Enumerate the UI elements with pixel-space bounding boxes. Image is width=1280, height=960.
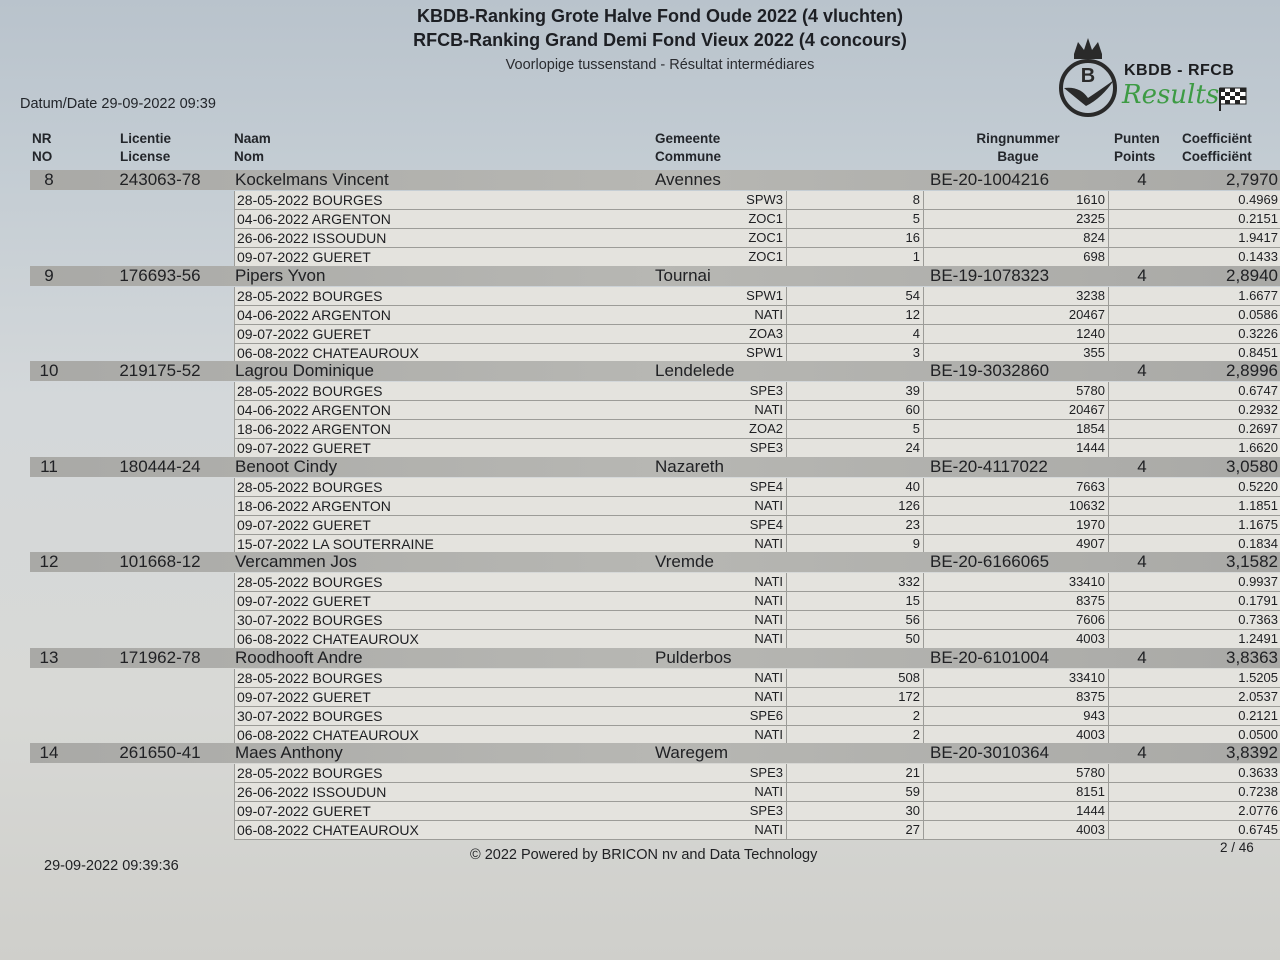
flight-category: SPE4 xyxy=(705,478,787,496)
points-value: 4 xyxy=(1137,456,1147,476)
rank-number: 12 xyxy=(39,552,59,571)
total-coefficient: 3,8392 xyxy=(1226,743,1278,762)
flight-place: 21 xyxy=(785,764,924,782)
flight-row xyxy=(234,688,1280,707)
fancier-name: Vercammen Jos xyxy=(235,552,357,571)
page-number: 2 / 46 xyxy=(1220,840,1254,855)
flight-row xyxy=(234,344,1280,363)
fancier-name: Benoot Cindy xyxy=(235,456,338,476)
fancier-row xyxy=(30,743,1280,763)
points-value: 4 xyxy=(1137,647,1147,667)
ring-number: BE-20-6101004 xyxy=(930,647,1050,667)
ranking-entry xyxy=(0,170,1280,266)
crown-emblem-icon xyxy=(1056,36,1120,120)
flight-row xyxy=(234,497,1280,516)
flight-row xyxy=(234,287,1280,306)
ring-number: BE-19-3032860 xyxy=(930,361,1050,380)
flight-entries: 7606 xyxy=(923,611,1109,629)
col-header-town-fr: Commune xyxy=(655,149,722,164)
flight-date-place: 09-07-2022 GUERET xyxy=(237,440,371,456)
flight-coefficient: 1.1675 xyxy=(1238,516,1278,532)
flight-category: NATI xyxy=(705,573,787,591)
flight-row xyxy=(234,535,1280,554)
col-header-name-fr: Nom xyxy=(234,149,264,164)
ranking-entry xyxy=(0,266,1280,362)
flight-row xyxy=(234,764,1280,783)
flight-category: SPE3 xyxy=(705,439,787,457)
flight-row xyxy=(234,592,1280,611)
flight-entries: 4003 xyxy=(923,630,1109,648)
flight-coefficient: 0.7238 xyxy=(1238,784,1278,799)
flight-entries: 1444 xyxy=(923,439,1109,457)
rank-number: 11 xyxy=(40,456,58,476)
emblem-letter: B xyxy=(1080,65,1096,87)
flight-place: 126 xyxy=(785,497,924,515)
col-header-coef xyxy=(1182,130,1252,166)
flight-coefficient: 2.0776 xyxy=(1238,803,1278,818)
flight-place: 24 xyxy=(785,439,924,457)
ring-number: BE-20-6166065 xyxy=(930,552,1050,571)
flight-coefficient: 0.1791 xyxy=(1238,593,1278,608)
flight-place: 1 xyxy=(785,248,924,266)
flight-entries: 3238 xyxy=(923,287,1109,305)
flight-entries: 20467 xyxy=(923,306,1109,324)
flight-coefficient: 0.4969 xyxy=(1238,192,1278,207)
flight-row xyxy=(234,669,1280,688)
total-coefficient: 3,8363 xyxy=(1226,647,1278,667)
flight-row xyxy=(234,229,1280,248)
flight-entries: 824 xyxy=(923,229,1109,247)
flight-entries: 5780 xyxy=(923,764,1109,782)
flight-coefficient: 1.2491 xyxy=(1238,631,1278,646)
flight-date-place: 18-06-2022 ARGENTON xyxy=(237,497,391,514)
flight-date-place: 09-07-2022 GUERET xyxy=(237,249,371,265)
flight-date-place: 28-05-2022 BOURGES xyxy=(237,765,383,781)
flight-place: 56 xyxy=(785,611,924,629)
flight-category: NATI xyxy=(705,497,787,515)
col-header-ring xyxy=(966,130,1070,166)
flight-entries: 33410 xyxy=(923,573,1109,591)
town-name: Avennes xyxy=(655,170,721,189)
total-coefficient: 3,0580 xyxy=(1226,456,1278,476)
total-coefficient: 2,8940 xyxy=(1226,265,1278,285)
col-header-coef-nl: Coefficiënt xyxy=(1182,131,1252,146)
flight-row xyxy=(234,802,1280,821)
license-number: 171962-78 xyxy=(119,647,201,667)
flight-date-place: 04-06-2022 ARGENTON xyxy=(237,211,391,227)
flight-date-place: 06-08-2022 CHATEAUROUX xyxy=(237,344,419,361)
flight-date-place: 28-05-2022 BOURGES xyxy=(237,574,383,590)
ring-number: BE-20-1004216 xyxy=(930,170,1050,189)
flight-place: 15 xyxy=(785,592,924,610)
town-name: Waregem xyxy=(655,743,729,762)
points-value: 4 xyxy=(1137,743,1147,762)
flight-date-place: 28-05-2022 BOURGES xyxy=(237,383,383,399)
flight-date-place: 28-05-2022 BOURGES xyxy=(237,478,383,495)
license-number: 180444-24 xyxy=(119,456,201,476)
flight-category: NATI xyxy=(705,726,787,744)
flight-place: 40 xyxy=(785,478,924,496)
flight-coefficient: 0.2697 xyxy=(1238,421,1278,436)
fancier-name: Roodhooft Andre xyxy=(235,647,363,667)
flight-coefficient: 0.6745 xyxy=(1238,822,1278,837)
fancier-name: Pipers Yvon xyxy=(235,265,326,285)
flight-row xyxy=(234,707,1280,726)
license-number: 243063-78 xyxy=(119,170,201,189)
report-subtitle: Voorlopige tussenstand - Résultat intermédiares xyxy=(505,57,815,73)
flight-coefficient: 0.3226 xyxy=(1238,325,1278,341)
flight-entries: 8375 xyxy=(923,688,1109,706)
flight-coefficient: 0.0586 xyxy=(1238,306,1278,322)
flight-place: 16 xyxy=(785,229,924,247)
col-header-license xyxy=(120,130,171,166)
copyright-notice: © 2022 Powered by BRICON nv and Data Technology xyxy=(470,847,818,863)
kbdb-results-logo xyxy=(1056,36,1276,120)
ranking-table xyxy=(0,170,1280,839)
flight-coefficient: 0.8451 xyxy=(1238,344,1278,360)
col-header-name xyxy=(234,130,271,166)
flight-date-place: 18-06-2022 ARGENTON xyxy=(237,421,391,437)
flight-date-place: 09-07-2022 GUERET xyxy=(237,516,371,533)
flight-category: SPE3 xyxy=(705,382,787,400)
flight-category: NATI xyxy=(705,535,787,553)
flight-row xyxy=(234,573,1280,592)
flight-place: 5 xyxy=(785,210,924,228)
town-name: Nazareth xyxy=(655,456,724,476)
report-title-fr: RFCB-Ranking Grand Demi Fond Vieux 2022 (4 concours) xyxy=(413,30,907,50)
flight-row xyxy=(234,630,1280,649)
flight-coefficient: 0.2151 xyxy=(1238,211,1278,226)
flight-coefficient: 1.1851 xyxy=(1238,497,1278,513)
flight-entries: 355 xyxy=(923,344,1109,362)
flight-results xyxy=(234,382,1280,458)
rank-number: 14 xyxy=(39,743,59,762)
ring-number: BE-20-3010364 xyxy=(930,743,1050,762)
flight-date-place: 06-08-2022 CHATEAUROUX xyxy=(237,631,419,647)
flight-entries: 1610 xyxy=(923,191,1109,209)
flight-row xyxy=(234,478,1280,497)
flight-entries: 1854 xyxy=(923,420,1109,438)
flight-date-place: 06-08-2022 CHATEAUROUX xyxy=(237,726,419,743)
total-coefficient: 2,8996 xyxy=(1226,361,1278,380)
fancier-row xyxy=(30,552,1280,572)
flight-place: 4 xyxy=(785,325,924,343)
flight-entries: 698 xyxy=(923,248,1109,266)
flight-place: 60 xyxy=(785,401,924,419)
flight-place: 3 xyxy=(785,344,924,362)
flight-date-place: 04-06-2022 ARGENTON xyxy=(237,306,391,323)
flight-entries: 2325 xyxy=(923,210,1109,228)
flight-coefficient: 0.2121 xyxy=(1238,707,1278,723)
flight-place: 5 xyxy=(785,420,924,438)
fancier-row xyxy=(30,266,1280,286)
flight-row xyxy=(234,325,1280,344)
flight-category: NATI xyxy=(705,611,787,629)
column-header-row xyxy=(0,130,1280,168)
flight-place: 508 xyxy=(785,669,924,687)
flight-row xyxy=(234,382,1280,401)
flight-coefficient: 1.6677 xyxy=(1238,287,1278,303)
license-number: 261650-41 xyxy=(119,743,201,762)
flight-row xyxy=(234,783,1280,802)
flight-place: 332 xyxy=(785,573,924,591)
fancier-row xyxy=(30,170,1280,190)
flight-row xyxy=(234,420,1280,439)
flight-category: SPE4 xyxy=(705,516,787,534)
flight-entries: 943 xyxy=(923,707,1109,725)
license-number: 101668-12 xyxy=(119,552,201,571)
flight-date-place: 09-07-2022 GUERET xyxy=(237,593,371,609)
flight-place: 54 xyxy=(785,287,924,305)
flight-date-place: 30-07-2022 BOURGES xyxy=(237,612,383,628)
col-header-ring-nl: Ringnummer xyxy=(976,131,1060,146)
flight-row xyxy=(234,248,1280,267)
col-header-points-fr: Points xyxy=(1114,149,1156,164)
ring-number: BE-20-4117022 xyxy=(930,456,1048,476)
flight-entries: 4907 xyxy=(923,535,1109,553)
town-name: Vremde xyxy=(655,552,714,571)
town-name: Pulderbos xyxy=(655,647,732,667)
flight-coefficient: 1.5205 xyxy=(1238,669,1278,685)
flight-entries: 7663 xyxy=(923,478,1109,496)
flight-row xyxy=(234,401,1280,420)
flight-category: SPE3 xyxy=(705,764,787,782)
license-number: 219175-52 xyxy=(119,361,201,380)
flight-place: 172 xyxy=(785,688,924,706)
points-value: 4 xyxy=(1137,170,1147,189)
flight-results xyxy=(234,573,1280,649)
rank-number: 8 xyxy=(44,170,54,189)
flight-category: ZOC1 xyxy=(705,229,787,247)
points-value: 4 xyxy=(1137,265,1147,285)
points-value: 4 xyxy=(1137,361,1147,380)
col-header-license-nl: Licentie xyxy=(120,131,172,146)
town-name: Tournai xyxy=(655,265,711,285)
fancier-row xyxy=(30,457,1280,477)
flight-date-place: 06-08-2022 CHATEAUROUX xyxy=(237,822,419,838)
flight-entries: 1970 xyxy=(923,516,1109,534)
col-header-nr-nl: NR xyxy=(32,131,52,146)
flight-coefficient: 0.1433 xyxy=(1238,249,1278,264)
flight-place: 2 xyxy=(785,726,924,744)
col-header-nr xyxy=(32,130,52,166)
fancier-name: Maes Anthony xyxy=(235,743,343,762)
col-header-town-nl: Gemeente xyxy=(655,131,721,146)
report-date: Datum/Date 29-09-2022 09:39 xyxy=(20,96,216,112)
flight-place: 23 xyxy=(785,516,924,534)
flight-date-place: 30-07-2022 BOURGES xyxy=(237,707,383,724)
col-header-nr-fr: NO xyxy=(32,149,53,164)
flight-entries: 10632 xyxy=(923,497,1109,515)
flight-category: ZOC1 xyxy=(705,210,787,228)
flight-coefficient: 0.9937 xyxy=(1238,574,1278,589)
flight-place: 8 xyxy=(785,191,924,209)
flight-category: ZOA3 xyxy=(705,325,787,343)
flight-category: NATI xyxy=(705,401,787,419)
flight-date-place: 28-05-2022 BOURGES xyxy=(237,192,383,208)
logo-results-text: Results xyxy=(1122,80,1220,110)
flight-category: NATI xyxy=(705,669,787,687)
flight-place: 12 xyxy=(785,306,924,324)
flight-coefficient: 0.5220 xyxy=(1238,478,1278,494)
flight-place: 50 xyxy=(785,630,924,648)
ranking-entry xyxy=(0,457,1280,553)
flight-entries: 5780 xyxy=(923,382,1109,400)
fancier-name: Kockelmans Vincent xyxy=(235,170,389,189)
flight-date-place: 15-07-2022 LA SOUTERRAINE xyxy=(237,535,434,552)
flight-entries: 4003 xyxy=(923,821,1109,839)
flight-category: NATI xyxy=(705,630,787,648)
checkered-flag-icon xyxy=(1218,86,1248,112)
ranking-entry xyxy=(0,552,1280,648)
col-header-town xyxy=(655,130,721,166)
flight-place: 59 xyxy=(785,783,924,801)
town-name: Lendelede xyxy=(655,361,735,380)
flight-category: NATI xyxy=(705,592,787,610)
report-title-nl: KBDB-Ranking Grote Halve Fond Oude 2022 (4 vluchten) xyxy=(416,6,904,26)
fancier-row xyxy=(30,361,1280,381)
total-coefficient: 2,7970 xyxy=(1226,170,1278,189)
flight-date-place: 26-06-2022 ISSOUDUN xyxy=(237,230,387,246)
flight-date-place: 26-06-2022 ISSOUDUN xyxy=(237,784,387,800)
rank-number: 9 xyxy=(44,265,54,285)
license-number: 176693-56 xyxy=(119,265,201,285)
flight-category: NATI xyxy=(705,688,787,706)
flight-category: NATI xyxy=(705,306,787,324)
flight-row xyxy=(234,726,1280,745)
flight-category: SPW1 xyxy=(705,344,787,362)
flight-coefficient: 0.2932 xyxy=(1238,402,1278,417)
flight-entries: 1240 xyxy=(923,325,1109,343)
flight-entries: 20467 xyxy=(923,401,1109,419)
fancier-row xyxy=(30,648,1280,668)
flight-coefficient: 0.0500 xyxy=(1238,726,1278,742)
flight-results xyxy=(234,764,1280,840)
flight-place: 2 xyxy=(785,707,924,725)
flight-entries: 1444 xyxy=(923,802,1109,820)
flight-results xyxy=(234,287,1280,363)
ranking-entry xyxy=(0,648,1280,744)
flight-category: ZOC1 xyxy=(705,248,787,266)
flight-place: 30 xyxy=(785,802,924,820)
col-header-points-nl: Punten xyxy=(1114,131,1160,146)
flight-category: NATI xyxy=(705,821,787,839)
flight-row xyxy=(234,210,1280,229)
flight-entries: 8375 xyxy=(923,592,1109,610)
flight-coefficient: 2.0537 xyxy=(1238,688,1278,704)
ranking-entry xyxy=(0,743,1280,839)
col-header-points xyxy=(1114,130,1160,166)
col-header-coef-fr: Coefficiënt xyxy=(1182,149,1252,164)
flight-row xyxy=(234,516,1280,535)
flight-date-place: 09-07-2022 GUERET xyxy=(237,688,371,705)
flight-category: NATI xyxy=(705,783,787,801)
flight-date-place: 04-06-2022 ARGENTON xyxy=(237,402,391,418)
flight-results xyxy=(234,478,1280,554)
flight-category: SPW3 xyxy=(705,191,787,209)
flight-date-place: 09-07-2022 GUERET xyxy=(237,803,371,819)
flight-date-place: 09-07-2022 GUERET xyxy=(237,325,371,342)
flight-place: 27 xyxy=(785,821,924,839)
flight-row xyxy=(234,611,1280,630)
col-header-license-fr: License xyxy=(120,149,171,164)
ring-number: BE-19-1078323 xyxy=(930,265,1050,285)
points-value: 4 xyxy=(1137,552,1147,571)
ranking-entry xyxy=(0,361,1280,457)
flight-row xyxy=(234,306,1280,325)
flight-coefficient: 0.7363 xyxy=(1238,612,1278,627)
col-header-name-nl: Naam xyxy=(234,131,271,146)
col-header-ring-fr: Bague xyxy=(997,149,1039,164)
flight-coefficient: 1.9417 xyxy=(1238,230,1278,245)
rank-number: 10 xyxy=(39,361,59,380)
flight-row xyxy=(234,439,1280,458)
flight-entries: 8151 xyxy=(923,783,1109,801)
flight-date-place: 28-05-2022 BOURGES xyxy=(237,669,383,686)
flight-category: ZOA2 xyxy=(705,420,787,438)
logo-org-name: KBDB - RFCB xyxy=(1124,62,1235,79)
flight-coefficient: 0.3633 xyxy=(1238,765,1278,780)
fancier-name: Lagrou Dominique xyxy=(235,361,374,380)
flight-entries: 4003 xyxy=(923,726,1109,744)
flight-row xyxy=(234,191,1280,210)
flight-category: SPE6 xyxy=(705,707,787,725)
print-timestamp: 29-09-2022 09:39:36 xyxy=(44,858,179,874)
flight-place: 9 xyxy=(785,535,924,553)
rank-number: 13 xyxy=(39,647,59,667)
flight-results xyxy=(234,669,1280,745)
flight-coefficient: 0.1834 xyxy=(1238,535,1278,551)
flight-coefficient: 1.6620 xyxy=(1238,440,1278,455)
flight-category: SPW1 xyxy=(705,287,787,305)
flight-results xyxy=(234,191,1280,267)
flight-category: SPE3 xyxy=(705,802,787,820)
report-title-block xyxy=(300,4,1020,76)
flight-row xyxy=(234,821,1280,840)
total-coefficient: 3,1582 xyxy=(1226,552,1278,571)
flight-place: 39 xyxy=(785,382,924,400)
flight-date-place: 28-05-2022 BOURGES xyxy=(237,287,383,304)
flight-coefficient: 0.6747 xyxy=(1238,383,1278,398)
flight-entries: 33410 xyxy=(923,669,1109,687)
